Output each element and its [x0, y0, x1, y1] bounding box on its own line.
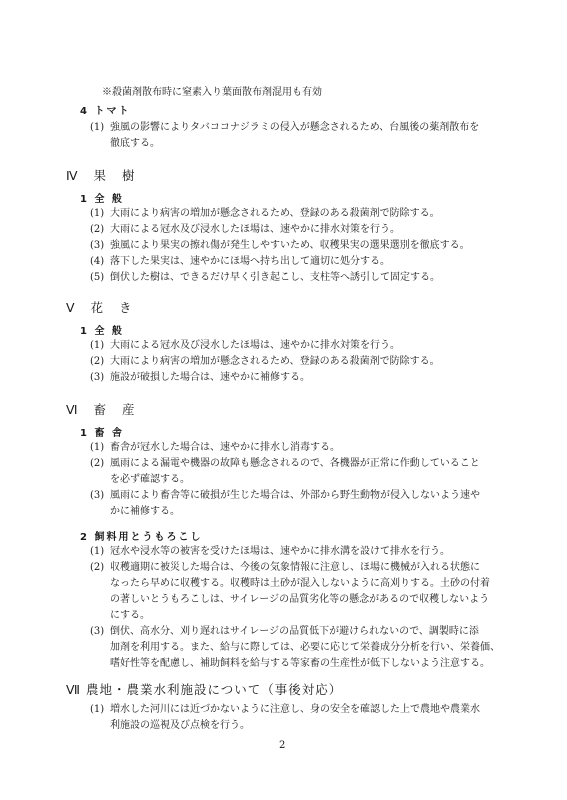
item-text: 倒伏した樹は、できるだけ早く引き起こし、支柱等へ誘引して固定する。 [110, 272, 440, 283]
item-number: (1) [90, 546, 105, 557]
fungicide-note: ※殺菌剤散布時に窒素入り葉面散布剤混用も有効 [102, 87, 322, 98]
item-text: 畜舎が冠水した場合は、速やかに排水し消毒する。 [110, 442, 340, 453]
item-number: (2) [90, 356, 105, 367]
item-text: 風雨による漏電や機器の故障も懸念されるので、各機器が正常に作動していること [110, 458, 480, 469]
item-text: 施設が破損した場合は、速やかに補修する。 [110, 372, 310, 383]
item-text: の著しいとうもろこしは、サイレージの品質劣化等の懸念があるので収穫しないよう [110, 594, 490, 605]
item-number: (3) [90, 240, 105, 251]
section-title-livestock: Ⅵ 畜 産 [66, 402, 141, 417]
flowers-sub-heading: 1 全 般 [80, 326, 124, 337]
livestock-sub-heading-barn: 1 畜 舎 [80, 428, 124, 439]
item-number: (5) [90, 272, 105, 283]
item-number: (3) [90, 626, 105, 637]
item-text: 大雨による冠水及び浸水したほ場は、速やかに排水対策を行う。 [110, 224, 400, 235]
item-number: (1) [90, 442, 105, 453]
page-number: 2 [279, 740, 286, 751]
item-text: 強風により果実の擦れ傷が発生しやすいため、収穫果実の選果選別を徹底する。 [110, 240, 470, 251]
item-text: かに補修する。 [110, 506, 180, 517]
section-title-flowers: Ⅴ 花 き [66, 300, 138, 315]
item-text: を必ず確認する。 [110, 474, 190, 485]
item-text: 落下した果実は、速やかにほ場へ持ち出して適切に処分する。 [110, 256, 390, 267]
item-text: 嗜好性等を配慮し、補助飼料を給与する等家畜の生産性が低下しないよう注意する。 [110, 658, 490, 669]
item-text: 収穫適期に被災した場合は、今後の気象情報に注意し、ほ場に機械が入れる状態に [110, 562, 480, 573]
item-number: (4) [90, 256, 105, 267]
item-text: なったら早めに収穫する。収穫時は土砂が混入しないように高刈りする。土砂の付着 [110, 578, 490, 589]
section-title-facilities: Ⅶ 農地・農業水利施設について（事後対応） [66, 682, 343, 697]
item-text: 風雨により畜舎等に破損が生じた場合は、外部から野生動物が侵入しないよう速や [110, 490, 480, 501]
item-text: 徹底する。 [110, 138, 160, 149]
item-text: 大雨により病害の増加が懸念されるため、登録のある殺菌剤で防除する。 [110, 208, 440, 219]
item-number: (3) [90, 372, 105, 383]
livestock-sub-heading-corn: 2 飼料用とうもろこし [80, 532, 203, 543]
section-title-fruit: Ⅳ 果 樹 [66, 168, 141, 183]
item-number: (2) [90, 458, 105, 469]
item-text: 冠水や浸水等の被害を受けたほ場は、速やかに排水溝を設けて排水を行う。 [110, 546, 450, 557]
item-text: 増水した河川には近づかないように注意し、身の安全を確認した上で農地や農業水 [110, 704, 480, 715]
item-text: 加剤を利用する。また、給与に際しては、必要に応じて栄養成分分析を行い、栄養価、 [110, 642, 500, 653]
item-text: 利施設の巡視及び点検を行う。 [110, 720, 250, 731]
item-number: (1) [90, 704, 105, 715]
item-number: (1) [90, 122, 105, 133]
item-text: 大雨により病害の増加が懸念されるため、登録のある殺菌剤で防除する。 [110, 356, 440, 367]
item-text: 強風の影響によりタバココナジラミの侵入が懸念されるため、台風後の薬剤散布を [110, 122, 480, 133]
item-number: (2) [90, 224, 105, 235]
item-text: 倒伏、高水分、刈り遅れはサイレージの品質低下が避けられないので、調製時に添 [110, 626, 479, 637]
item-number: (1) [90, 208, 105, 219]
item-text: 大雨による冠水及び浸水したほ場は、速やかに排水対策を行う。 [110, 340, 400, 351]
tomato-heading: 4 トマト [80, 106, 131, 117]
item-number: (3) [90, 490, 105, 501]
fruit-sub-heading: 1 全 般 [80, 194, 124, 205]
item-number: (2) [90, 562, 105, 573]
item-text: にする。 [110, 610, 150, 621]
item-number: (1) [90, 340, 105, 351]
